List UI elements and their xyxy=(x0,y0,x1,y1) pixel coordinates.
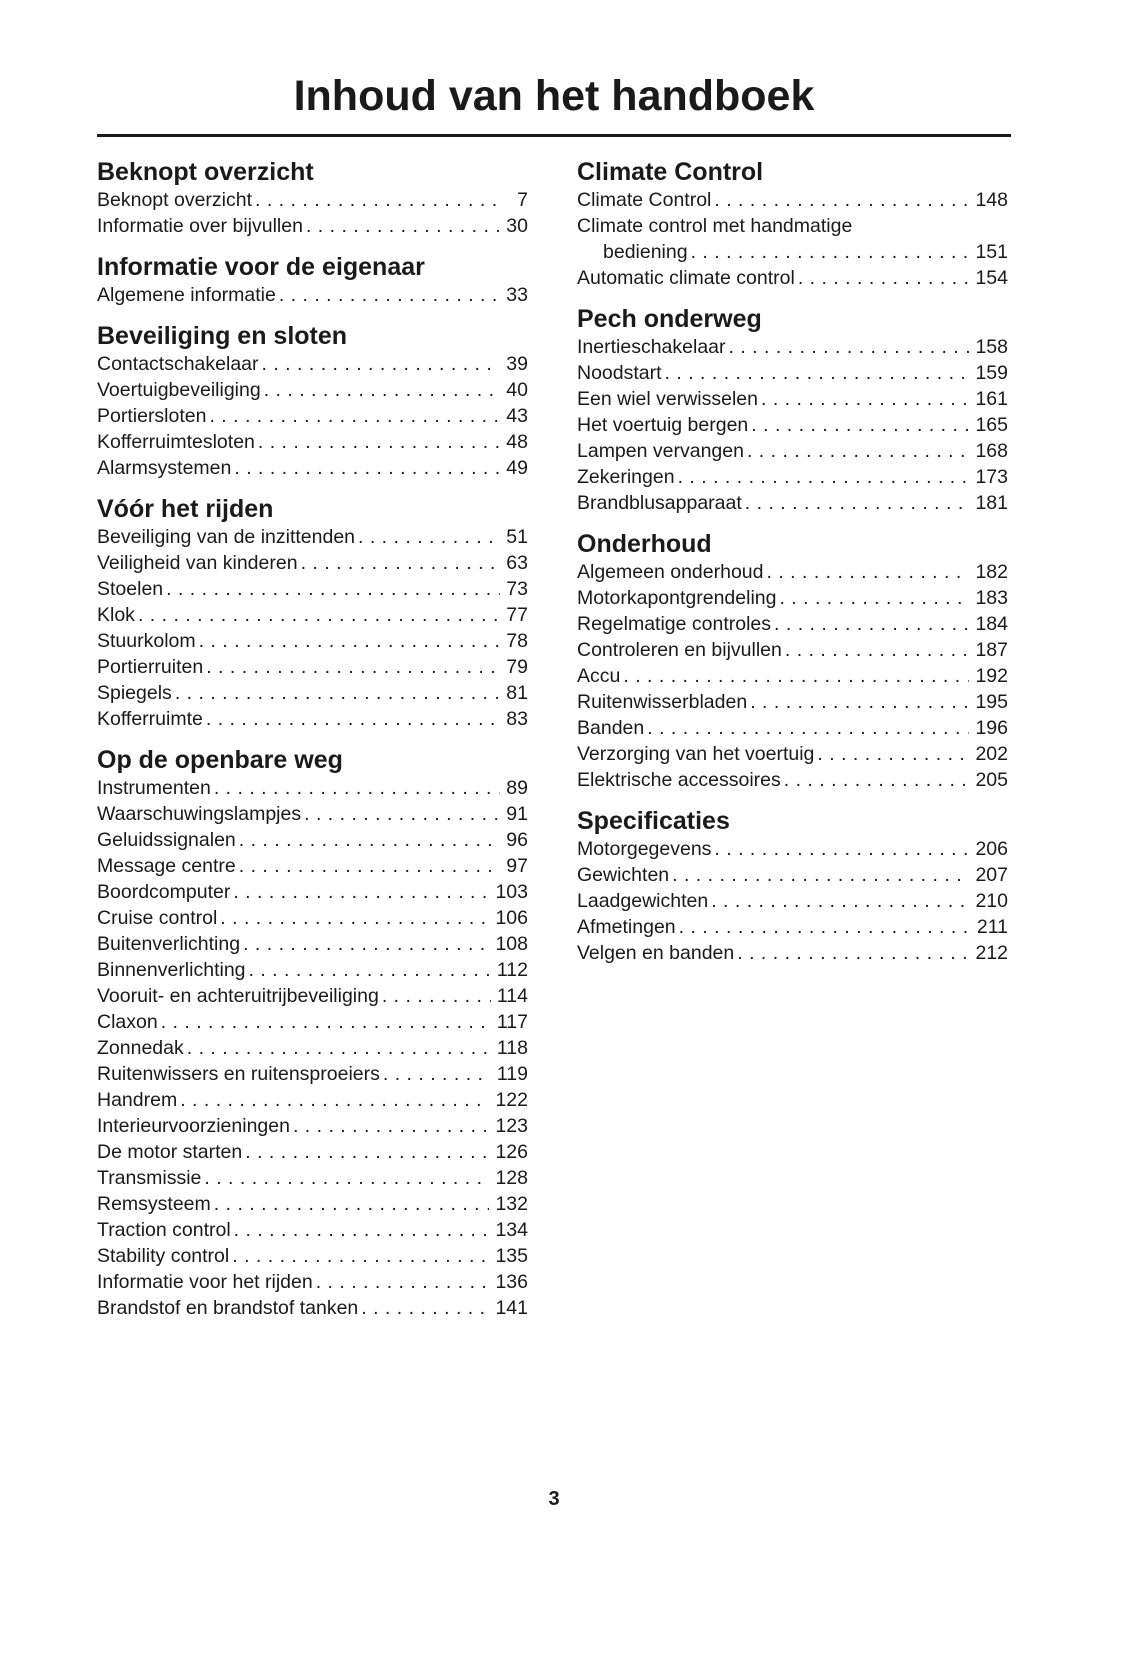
entry-page-number: 196 xyxy=(975,717,1008,739)
entry-page-number: 89 xyxy=(506,777,528,799)
dot-leader xyxy=(206,654,500,680)
dot-leader xyxy=(180,1087,489,1113)
entry-label: Kofferruimte xyxy=(97,708,203,730)
toc-entry[interactable] xyxy=(577,940,1008,966)
entry-page-number: 63 xyxy=(506,552,528,574)
toc-entry[interactable] xyxy=(97,1113,528,1139)
section-heading: Onderhoud xyxy=(577,530,712,558)
dot-leader xyxy=(239,853,501,879)
entry-label: Motorkapontgrendeling xyxy=(577,587,777,609)
entry-page-number: 159 xyxy=(975,362,1008,384)
toc-entry[interactable] xyxy=(97,1035,528,1061)
entry-page-number: 158 xyxy=(975,336,1008,358)
toc-entry[interactable] xyxy=(97,351,528,377)
toc-section xyxy=(577,304,1008,516)
entry-page-number: 123 xyxy=(495,1115,528,1137)
entry-label: Laadgewichten xyxy=(577,890,709,912)
toc-section xyxy=(97,321,528,481)
entry-page-number: 73 xyxy=(506,578,528,600)
entry-label: Handrem xyxy=(97,1089,178,1111)
toc-entry[interactable] xyxy=(577,360,1008,386)
entry-page-number: 122 xyxy=(495,1089,528,1111)
entry-page-number: 165 xyxy=(975,414,1008,436)
entry-page-number: 43 xyxy=(506,405,528,427)
entry-label: Automatic climate control xyxy=(577,267,795,289)
toc-section xyxy=(97,157,528,239)
entry-page-number: 81 xyxy=(506,682,528,704)
entry-label: Gewichten xyxy=(577,864,670,886)
entry-page-number: 148 xyxy=(975,189,1008,211)
dot-leader xyxy=(239,827,501,853)
entry-label: Het voertuig bergen xyxy=(577,414,749,436)
dot-leader xyxy=(306,213,500,239)
toc-entry[interactable] xyxy=(97,983,528,1009)
entry-page-number: 83 xyxy=(506,708,528,730)
entry-page-number: 135 xyxy=(495,1245,528,1267)
dot-leader xyxy=(383,1061,491,1087)
toc-entry[interactable] xyxy=(577,213,1008,265)
entry-label: Climate control met handmatige xyxy=(577,215,853,237)
dot-leader xyxy=(175,680,500,706)
entry-page-number: 132 xyxy=(495,1193,528,1215)
section-heading: Op de openbare weg xyxy=(97,746,343,774)
entry-page-number: 126 xyxy=(495,1141,528,1163)
toc-entry[interactable] xyxy=(97,628,528,654)
entry-label: De motor starten xyxy=(97,1141,243,1163)
toc-entry[interactable] xyxy=(97,1191,528,1217)
entry-label: Alarmsystemen xyxy=(97,457,232,479)
section-heading: Specificaties xyxy=(577,807,730,835)
dot-leader xyxy=(214,1191,490,1217)
toc-entry[interactable] xyxy=(577,386,1008,412)
toc-entry[interactable] xyxy=(97,801,528,827)
entry-page-number: 106 xyxy=(495,907,528,929)
toc-entry[interactable] xyxy=(97,775,528,801)
dot-leader xyxy=(745,490,970,516)
toc-entry[interactable] xyxy=(577,914,1008,940)
dot-leader xyxy=(206,706,500,732)
toc-entry[interactable] xyxy=(97,213,528,239)
dot-leader xyxy=(304,801,500,827)
toc-entry[interactable] xyxy=(577,611,1008,637)
entry-label: Vooruit- en achteruitrijbeveiliging xyxy=(97,985,379,1007)
entry-page-number: 181 xyxy=(975,492,1008,514)
entry-label: Kofferruimtesloten xyxy=(97,431,255,453)
entry-page-number: 192 xyxy=(975,665,1008,687)
toc-entry[interactable] xyxy=(97,1295,528,1321)
toc-right-column xyxy=(577,157,1008,979)
entry-label-continued: bediening xyxy=(603,241,688,263)
dot-leader xyxy=(301,550,501,576)
entry-label: Portiersloten xyxy=(97,405,207,427)
entry-page-number: 48 xyxy=(506,431,528,453)
entry-page-number: 161 xyxy=(975,388,1008,410)
toc-entry[interactable] xyxy=(97,1269,528,1295)
entry-label: Waarschuwingslampjes xyxy=(97,803,302,825)
entry-label: Portierruiten xyxy=(97,656,204,678)
entry-label: Lampen vervangen xyxy=(577,440,744,462)
entry-label: Brandblusapparaat xyxy=(577,492,742,514)
entry-page-number: 108 xyxy=(495,933,528,955)
entry-label: Beknopt overzicht xyxy=(97,189,253,211)
entry-label: Accu xyxy=(577,665,621,687)
toc-section xyxy=(97,494,528,732)
toc-entry[interactable] xyxy=(577,663,1008,689)
toc-left-column xyxy=(97,157,528,1334)
entry-label: Banden xyxy=(577,717,645,739)
entry-label: Spiegels xyxy=(97,682,172,704)
toc-entry[interactable] xyxy=(97,187,528,213)
entry-page-number: 40 xyxy=(506,379,528,401)
entry-page-number: 97 xyxy=(506,855,528,877)
dot-leader xyxy=(729,334,970,360)
toc-entry[interactable] xyxy=(577,585,1008,611)
toc-entry[interactable] xyxy=(97,455,528,481)
toc-entry[interactable] xyxy=(97,853,528,879)
entry-label: Stability control xyxy=(97,1245,230,1267)
dot-leader xyxy=(358,524,500,550)
toc-entry[interactable] xyxy=(577,689,1008,715)
dot-leader xyxy=(258,429,500,455)
toc-entry[interactable] xyxy=(97,957,528,983)
entry-label: Remsysteem xyxy=(97,1193,211,1215)
entry-label: Regelmatige controles xyxy=(577,613,772,635)
entry-label: Stoelen xyxy=(97,578,164,600)
page-title: Inhoud van het handboek xyxy=(293,72,815,120)
toc-entry[interactable] xyxy=(577,187,1008,213)
toc-entry[interactable] xyxy=(97,879,528,905)
entry-page-number: 184 xyxy=(975,613,1008,635)
entry-label: Brandstof en brandstof tanken xyxy=(97,1297,359,1319)
toc-section xyxy=(577,806,1008,966)
entry-label: Afmetingen xyxy=(577,916,676,938)
entry-page-number: 119 xyxy=(496,1063,528,1085)
dot-leader xyxy=(262,351,501,377)
toc-entry[interactable] xyxy=(577,767,1008,793)
dot-leader xyxy=(779,585,969,611)
toc-entry[interactable] xyxy=(577,265,1008,291)
entry-page-number: 118 xyxy=(496,1037,528,1059)
dot-leader xyxy=(691,239,970,265)
dot-leader xyxy=(234,1217,490,1243)
dot-leader xyxy=(711,888,969,914)
entry-continuation xyxy=(577,239,1008,265)
entry-page-number: 7 xyxy=(517,189,528,211)
dot-leader xyxy=(279,282,500,308)
dot-leader xyxy=(678,464,970,490)
dot-leader xyxy=(214,775,500,801)
dot-leader xyxy=(679,914,971,940)
dot-leader xyxy=(774,611,969,637)
entry-page-number: 205 xyxy=(975,769,1008,791)
toc-entry[interactable] xyxy=(577,412,1008,438)
entry-page-number: 79 xyxy=(506,656,528,678)
dot-leader xyxy=(665,360,970,386)
entry-page-number: 210 xyxy=(975,890,1008,912)
toc-entry[interactable] xyxy=(577,464,1008,490)
dot-leader xyxy=(187,1035,491,1061)
entry-page-number: 128 xyxy=(495,1167,528,1189)
toc-entry[interactable] xyxy=(97,654,528,680)
dot-leader xyxy=(751,412,969,438)
entry-page-number: 49 xyxy=(506,457,528,479)
section-heading: Pech onderweg xyxy=(577,305,762,333)
dot-leader xyxy=(233,879,489,905)
entry-label: Ruitenwisserbladen xyxy=(577,691,748,713)
entry-label: Message centre xyxy=(97,855,236,877)
toc-entry[interactable] xyxy=(97,680,528,706)
dot-leader xyxy=(293,1113,490,1139)
toc-entry[interactable] xyxy=(97,524,528,550)
entry-label: Climate Control xyxy=(577,189,712,211)
toc-entry[interactable] xyxy=(97,1087,528,1113)
entry-page-number: 173 xyxy=(975,466,1008,488)
toc-entry[interactable] xyxy=(97,1139,528,1165)
entry-label: Binnenverlichting xyxy=(97,959,246,981)
entry-page-number: 211 xyxy=(976,916,1008,938)
toc-entry[interactable] xyxy=(577,741,1008,767)
dot-leader xyxy=(766,559,969,585)
dot-leader xyxy=(232,1243,489,1269)
toc-entry[interactable] xyxy=(577,715,1008,741)
toc-entry[interactable] xyxy=(97,905,528,931)
section-heading: Climate Control xyxy=(577,158,764,186)
entry-page-number: 151 xyxy=(975,241,1008,263)
dot-leader xyxy=(209,403,500,429)
entry-page-number: 91 xyxy=(506,803,528,825)
entry-page-number: 212 xyxy=(975,942,1008,964)
entry-page-number: 96 xyxy=(506,829,528,851)
entry-page-number: 183 xyxy=(975,587,1008,609)
entry-page-number: 154 xyxy=(975,267,1008,289)
entry-label: Claxon xyxy=(97,1011,158,1033)
toc-entry[interactable] xyxy=(97,1243,528,1269)
entry-page-number: 195 xyxy=(975,691,1008,713)
entry-label: Klok xyxy=(97,604,135,626)
entry-page-number: 117 xyxy=(496,1011,528,1033)
entry-page-number: 202 xyxy=(975,743,1008,765)
entry-label: Transmissie xyxy=(97,1167,202,1189)
entry-label: Buitenverlichting xyxy=(97,933,241,955)
entry-page-number: 39 xyxy=(506,353,528,375)
entry-label: Zonnedak xyxy=(97,1037,184,1059)
dot-leader xyxy=(672,862,969,888)
entry-page-number: 168 xyxy=(975,440,1008,462)
entry-page-number: 182 xyxy=(975,561,1008,583)
entry-page-number: 187 xyxy=(975,639,1008,661)
entry-label: Algemene informatie xyxy=(97,284,276,306)
entry-label: Beveiliging van de inzittenden xyxy=(97,526,356,548)
entry-page-number: 112 xyxy=(496,959,528,981)
entry-page-number: 207 xyxy=(975,864,1008,886)
entry-label: Instrumenten xyxy=(97,777,211,799)
dot-leader xyxy=(161,1009,491,1035)
dot-leader xyxy=(204,1165,489,1191)
entry-page-number: 136 xyxy=(495,1271,528,1293)
dot-leader xyxy=(249,957,491,983)
dot-leader xyxy=(245,1139,489,1165)
dot-leader xyxy=(747,438,970,464)
toc-entry[interactable] xyxy=(97,282,528,308)
dot-leader xyxy=(166,576,500,602)
dot-leader xyxy=(750,689,969,715)
dot-leader xyxy=(199,628,501,654)
entry-page-number: 114 xyxy=(496,985,528,1007)
entry-page-number: 103 xyxy=(495,881,528,903)
toc-entry[interactable] xyxy=(577,862,1008,888)
entry-page-number: 33 xyxy=(506,284,528,306)
toc-entry[interactable] xyxy=(577,559,1008,585)
dot-leader xyxy=(737,940,969,966)
toc-section xyxy=(577,157,1008,291)
toc-entry[interactable] xyxy=(97,403,528,429)
toc-entry[interactable] xyxy=(577,490,1008,516)
entry-label: Noodstart xyxy=(577,362,662,384)
toc-entry[interactable] xyxy=(577,334,1008,360)
toc-entry[interactable] xyxy=(97,1165,528,1191)
dot-leader xyxy=(264,377,501,403)
entry-label: Controleren en bijvullen xyxy=(577,639,782,661)
dot-leader xyxy=(798,265,970,291)
dot-leader xyxy=(243,931,489,957)
dot-leader xyxy=(361,1295,489,1321)
entry-label: Informatie voor het rijden xyxy=(97,1271,313,1293)
dot-leader xyxy=(316,1269,490,1295)
toc-entry[interactable] xyxy=(97,1009,528,1035)
dot-leader xyxy=(761,386,969,412)
dot-leader xyxy=(714,187,969,213)
toc-entry[interactable] xyxy=(577,836,1008,862)
title-rule xyxy=(97,134,1011,137)
dot-leader xyxy=(623,663,969,689)
entry-label: Contactschakelaar xyxy=(97,353,259,375)
dot-leader xyxy=(785,637,970,663)
entry-label: Veiligheid van kinderen xyxy=(97,552,298,574)
toc-entry[interactable] xyxy=(577,888,1008,914)
dot-leader xyxy=(382,983,491,1009)
toc-entry[interactable] xyxy=(97,1061,528,1087)
toc-entry[interactable] xyxy=(97,706,528,732)
dot-leader xyxy=(784,767,970,793)
toc-entry[interactable] xyxy=(97,377,528,403)
dot-leader xyxy=(234,455,500,481)
entry-label: Algemeen onderhoud xyxy=(577,561,764,583)
section-heading: Informatie voor de eigenaar xyxy=(97,253,425,281)
entry-page-number: 78 xyxy=(506,630,528,652)
entry-label: Traction control xyxy=(97,1219,231,1241)
toc-entry[interactable] xyxy=(97,931,528,957)
toc-entry[interactable] xyxy=(97,429,528,455)
toc-section xyxy=(577,529,1008,793)
entry-page-number: 206 xyxy=(975,838,1008,860)
section-heading: Beknopt overzicht xyxy=(97,158,314,186)
entry-label: Inertieschakelaar xyxy=(577,336,726,358)
entry-label: Verzorging van het voertuig xyxy=(577,743,815,765)
toc-section xyxy=(97,745,528,1321)
entry-page-number: 30 xyxy=(506,215,528,237)
toc-entry[interactable] xyxy=(577,637,1008,663)
dot-leader xyxy=(817,741,969,767)
entry-label: Voertuigbeveiliging xyxy=(97,379,261,401)
toc-entry[interactable] xyxy=(97,550,528,576)
entry-label: Stuurkolom xyxy=(97,630,196,652)
dot-leader xyxy=(138,602,500,628)
toc-entry[interactable] xyxy=(97,1217,528,1243)
entry-label: Informatie over bijvullen xyxy=(97,215,303,237)
toc-entry[interactable] xyxy=(97,827,528,853)
toc-entry[interactable] xyxy=(97,576,528,602)
toc-entry[interactable] xyxy=(577,438,1008,464)
entry-label: Cruise control xyxy=(97,907,218,929)
entry-label: Zekeringen xyxy=(577,466,675,488)
entry-label: Een wiel verwisselen xyxy=(577,388,758,410)
page-number: 3 xyxy=(548,1488,560,1510)
section-heading: Beveiliging en sloten xyxy=(97,322,348,350)
toc-section xyxy=(97,252,528,308)
dot-leader xyxy=(714,836,969,862)
toc-entry[interactable] xyxy=(97,602,528,628)
section-heading: Vóór het rijden xyxy=(97,495,274,523)
entry-page-number: 77 xyxy=(506,604,528,626)
entry-label: Boordcomputer xyxy=(97,881,231,903)
entry-label: Geluidssignalen xyxy=(97,829,236,851)
entry-label: Interieurvoorzieningen xyxy=(97,1115,290,1137)
dot-leader xyxy=(647,715,969,741)
entry-label: Motorgegevens xyxy=(577,838,712,860)
entry-label: Ruitenwissers en ruitensproeiers xyxy=(97,1063,380,1085)
entry-label: Velgen en banden xyxy=(577,942,735,964)
dot-leader xyxy=(220,905,489,931)
entry-label: Elektrische accessoires xyxy=(577,769,781,791)
entry-page-number: 51 xyxy=(506,526,528,548)
entry-page-number: 134 xyxy=(495,1219,528,1241)
entry-page-number: 141 xyxy=(495,1297,528,1319)
dot-leader xyxy=(255,187,502,213)
